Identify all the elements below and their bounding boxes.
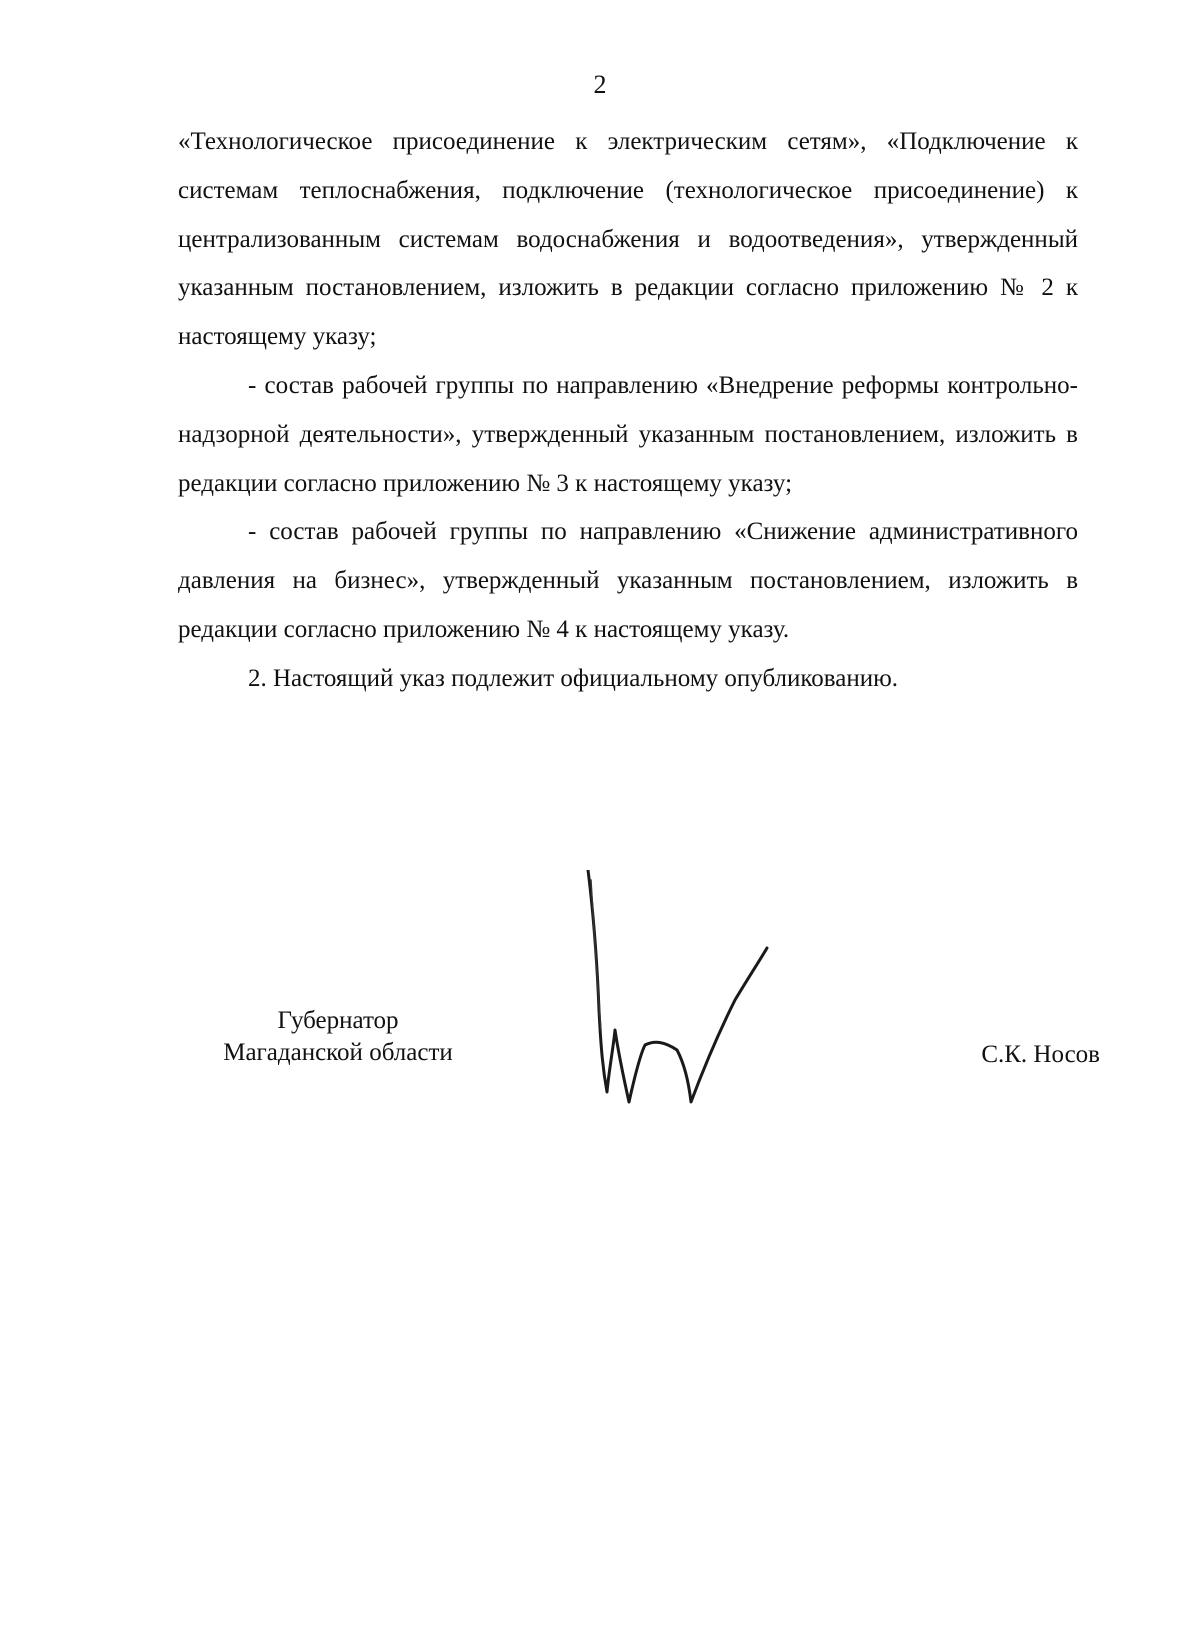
paragraph-1: «Технологическое присоединение к электрическим сетям», «Подключение к системам теплоснабжения, подключение (технологическое присоединение) к централизованным системам водоснабжения и водоотведения», утвержденный указанным постановлением, изложить в редакции согласно приложению № 2 к настоящему указу; [178,128,1078,351]
signatory-position [178,1005,498,1069]
signatory-name: С.К. Носов [981,1041,1100,1068]
page-number: 2 [593,70,607,99]
handwritten-signature [585,870,785,1120]
paragraph-4: 2. Настоящий указ подлежит официальному опубликованию. [248,664,899,692]
signatory-position-line-1: Губернатор [277,1007,399,1034]
paragraph-2: - состав рабочей группы по направлению «Внедрение реформы контрольно-надзорной деятельности», утвержденный указанным постановлением, изложить в редакции согласно приложению № 3 к настоящему указу; [178,371,1078,497]
signatory-position-line-2: Магаданской области [223,1039,453,1066]
paragraph-3: - состав рабочей группы по направлению «Снижение административного давления на бизнес», утвержденный указанным постановлением, изложить в редакции согласно приложению № 4 к настоящему указу. [178,518,1078,643]
document-body [178,118,1078,704]
